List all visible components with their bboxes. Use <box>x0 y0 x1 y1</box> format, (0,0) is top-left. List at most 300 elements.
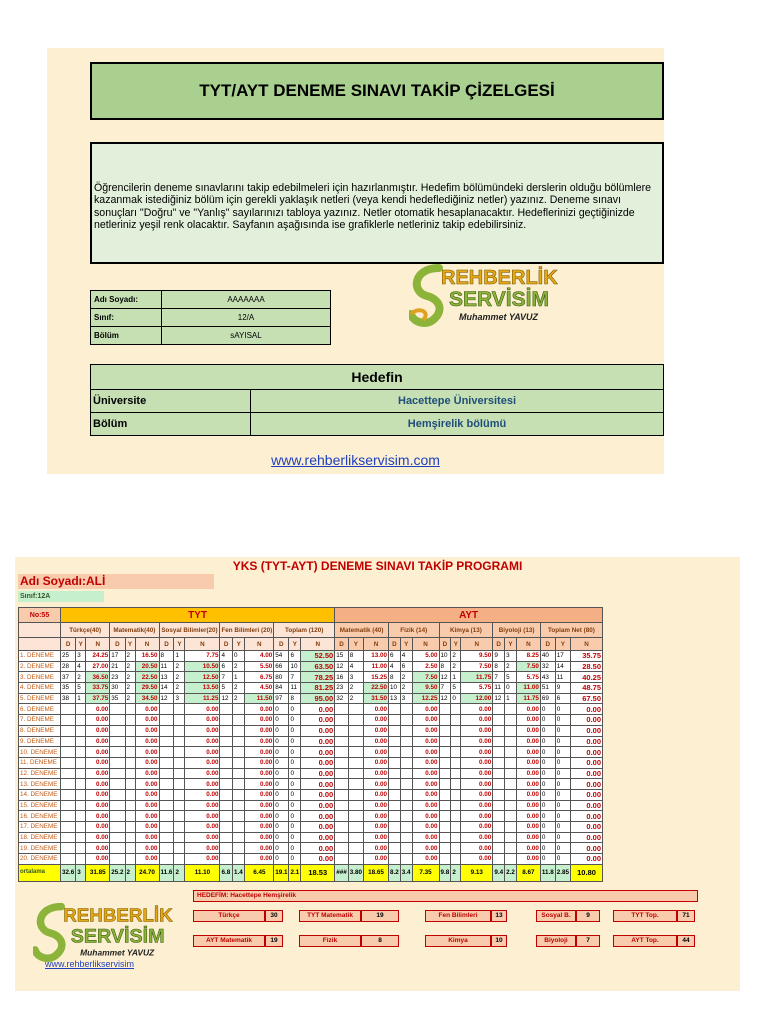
correct-cell[interactable] <box>439 811 451 822</box>
correct-cell[interactable]: 0 <box>540 747 555 758</box>
correct-cell[interactable] <box>220 779 233 790</box>
correct-cell[interactable] <box>61 822 76 833</box>
correct-cell[interactable]: 35 <box>61 683 76 694</box>
wrong-cell[interactable] <box>400 715 412 726</box>
correct-cell[interactable] <box>159 811 174 822</box>
correct-cell[interactable]: 38 <box>61 693 76 704</box>
wrong-cell[interactable]: 2 <box>174 683 185 694</box>
correct-cell[interactable] <box>389 768 401 779</box>
correct-cell[interactable]: 17 <box>110 651 125 662</box>
correct-cell[interactable] <box>439 832 451 843</box>
correct-cell[interactable] <box>439 789 451 800</box>
wrong-cell[interactable] <box>400 843 412 854</box>
correct-cell[interactable]: 80 <box>274 672 289 683</box>
info-value[interactable]: 12/A <box>162 309 331 327</box>
wrong-cell[interactable] <box>451 704 461 715</box>
wrong-cell[interactable] <box>232 789 245 800</box>
correct-cell[interactable]: 8 <box>159 651 174 662</box>
correct-cell[interactable]: 66 <box>274 661 289 672</box>
wrong-cell[interactable]: 2 <box>505 661 517 672</box>
wrong-cell[interactable] <box>451 789 461 800</box>
correct-cell[interactable] <box>493 757 505 768</box>
correct-cell[interactable]: 0 <box>540 789 555 800</box>
wrong-cell[interactable]: 0 <box>555 800 570 811</box>
wrong-cell[interactable] <box>76 811 86 822</box>
correct-cell[interactable]: 0 <box>274 822 289 833</box>
correct-cell[interactable] <box>493 800 505 811</box>
correct-cell[interactable] <box>61 843 76 854</box>
correct-cell[interactable] <box>159 779 174 790</box>
wrong-cell[interactable] <box>451 854 461 865</box>
correct-cell[interactable]: 54 <box>274 651 289 662</box>
wrong-cell[interactable] <box>76 843 86 854</box>
correct-cell[interactable]: 25 <box>61 651 76 662</box>
wrong-cell[interactable] <box>125 768 135 779</box>
wrong-cell[interactable]: 2 <box>451 651 461 662</box>
wrong-cell[interactable]: 0 <box>289 768 301 779</box>
wrong-cell[interactable] <box>174 843 185 854</box>
wrong-cell[interactable]: 4 <box>76 661 86 672</box>
correct-cell[interactable] <box>335 800 349 811</box>
correct-cell[interactable] <box>335 779 349 790</box>
target-value[interactable]: 13 <box>491 910 507 922</box>
wrong-cell[interactable] <box>232 757 245 768</box>
wrong-cell[interactable] <box>505 843 517 854</box>
correct-cell[interactable]: 0 <box>274 725 289 736</box>
info-value[interactable]: AAAAAAA <box>162 291 331 309</box>
correct-cell[interactable] <box>61 704 76 715</box>
correct-cell[interactable]: 12 <box>493 693 505 704</box>
wrong-cell[interactable] <box>125 789 135 800</box>
correct-cell[interactable] <box>439 843 451 854</box>
wrong-cell[interactable]: 0 <box>555 854 570 865</box>
correct-cell[interactable] <box>110 768 125 779</box>
wrong-cell[interactable] <box>505 715 517 726</box>
correct-cell[interactable]: 0 <box>274 704 289 715</box>
wrong-cell[interactable]: 2 <box>348 683 363 694</box>
correct-cell[interactable] <box>159 789 174 800</box>
wrong-cell[interactable]: 14 <box>555 661 570 672</box>
wrong-cell[interactable] <box>174 725 185 736</box>
wrong-cell[interactable]: 1 <box>76 693 86 704</box>
correct-cell[interactable] <box>335 789 349 800</box>
wrong-cell[interactable]: 2 <box>232 661 245 672</box>
wrong-cell[interactable] <box>76 779 86 790</box>
wrong-cell[interactable]: 0 <box>555 725 570 736</box>
correct-cell[interactable] <box>439 822 451 833</box>
correct-cell[interactable]: 7 <box>220 672 233 683</box>
correct-cell[interactable]: 0 <box>274 715 289 726</box>
correct-cell[interactable] <box>61 854 76 865</box>
correct-cell[interactable] <box>220 822 233 833</box>
correct-cell[interactable] <box>110 811 125 822</box>
correct-cell[interactable]: 6 <box>389 651 401 662</box>
wrong-cell[interactable] <box>232 768 245 779</box>
wrong-cell[interactable] <box>76 715 86 726</box>
correct-cell[interactable] <box>389 725 401 736</box>
wrong-cell[interactable]: 6 <box>400 661 412 672</box>
wrong-cell[interactable] <box>76 768 86 779</box>
correct-cell[interactable]: 4 <box>389 661 401 672</box>
wrong-cell[interactable]: 2 <box>125 683 135 694</box>
correct-cell[interactable] <box>335 843 349 854</box>
correct-cell[interactable] <box>493 704 505 715</box>
wrong-cell[interactable] <box>174 854 185 865</box>
correct-cell[interactable] <box>389 822 401 833</box>
wrong-cell[interactable] <box>76 800 86 811</box>
wrong-cell[interactable]: 1 <box>505 693 517 704</box>
correct-cell[interactable] <box>110 822 125 833</box>
target-value[interactable]: 19 <box>361 910 399 922</box>
correct-cell[interactable] <box>159 736 174 747</box>
wrong-cell[interactable] <box>400 822 412 833</box>
wrong-cell[interactable] <box>174 800 185 811</box>
correct-cell[interactable] <box>335 832 349 843</box>
wrong-cell[interactable] <box>232 811 245 822</box>
wrong-cell[interactable]: 2 <box>174 672 185 683</box>
correct-cell[interactable] <box>335 725 349 736</box>
wrong-cell[interactable]: 0 <box>555 757 570 768</box>
correct-cell[interactable] <box>110 800 125 811</box>
correct-cell[interactable]: 0 <box>274 854 289 865</box>
wrong-cell[interactable] <box>76 822 86 833</box>
correct-cell[interactable] <box>110 704 125 715</box>
wrong-cell[interactable] <box>400 757 412 768</box>
correct-cell[interactable] <box>110 757 125 768</box>
wrong-cell[interactable]: 2 <box>125 661 135 672</box>
correct-cell[interactable] <box>493 822 505 833</box>
wrong-cell[interactable]: 2 <box>400 683 412 694</box>
wrong-cell[interactable] <box>505 736 517 747</box>
website-link[interactable]: www.rehberlikservisim.com <box>271 452 440 468</box>
wrong-cell[interactable] <box>76 725 86 736</box>
correct-cell[interactable]: 11 <box>159 661 174 672</box>
correct-cell[interactable] <box>220 747 233 758</box>
correct-cell[interactable]: 10 <box>389 683 401 694</box>
correct-cell[interactable] <box>335 811 349 822</box>
correct-cell[interactable]: 0 <box>540 736 555 747</box>
correct-cell[interactable] <box>220 800 233 811</box>
wrong-cell[interactable] <box>348 725 363 736</box>
wrong-cell[interactable] <box>505 854 517 865</box>
wrong-cell[interactable] <box>505 768 517 779</box>
correct-cell[interactable] <box>439 854 451 865</box>
correct-cell[interactable]: 4 <box>220 651 233 662</box>
wrong-cell[interactable] <box>505 800 517 811</box>
correct-cell[interactable] <box>389 736 401 747</box>
wrong-cell[interactable] <box>400 704 412 715</box>
wrong-cell[interactable] <box>125 779 135 790</box>
wrong-cell[interactable]: 0 <box>451 693 461 704</box>
wrong-cell[interactable] <box>232 715 245 726</box>
wrong-cell[interactable] <box>76 757 86 768</box>
wrong-cell[interactable] <box>400 800 412 811</box>
wrong-cell[interactable]: 2 <box>232 693 245 704</box>
wrong-cell[interactable] <box>232 747 245 758</box>
correct-cell[interactable]: 0 <box>274 811 289 822</box>
correct-cell[interactable]: 12 <box>439 693 451 704</box>
correct-cell[interactable] <box>220 854 233 865</box>
target-value[interactable]: 44 <box>677 935 695 947</box>
correct-cell[interactable]: 35 <box>110 693 125 704</box>
wrong-cell[interactable] <box>451 843 461 854</box>
correct-cell[interactable] <box>439 800 451 811</box>
correct-cell[interactable] <box>159 800 174 811</box>
wrong-cell[interactable] <box>174 789 185 800</box>
correct-cell[interactable] <box>61 811 76 822</box>
correct-cell[interactable] <box>389 779 401 790</box>
wrong-cell[interactable] <box>400 811 412 822</box>
correct-cell[interactable] <box>61 736 76 747</box>
wrong-cell[interactable] <box>348 757 363 768</box>
target-value[interactable]: 71 <box>677 910 695 922</box>
correct-cell[interactable]: 0 <box>540 822 555 833</box>
correct-cell[interactable]: 37 <box>61 672 76 683</box>
correct-cell[interactable]: 12 <box>159 693 174 704</box>
wrong-cell[interactable]: 0 <box>289 832 301 843</box>
target-value[interactable]: 9 <box>576 910 600 922</box>
correct-cell[interactable] <box>61 757 76 768</box>
correct-cell[interactable]: 14 <box>159 683 174 694</box>
wrong-cell[interactable]: 0 <box>505 683 517 694</box>
correct-cell[interactable] <box>493 747 505 758</box>
correct-cell[interactable]: 10 <box>439 651 451 662</box>
correct-cell[interactable] <box>493 768 505 779</box>
correct-cell[interactable] <box>110 736 125 747</box>
correct-cell[interactable] <box>493 789 505 800</box>
wrong-cell[interactable] <box>125 704 135 715</box>
wrong-cell[interactable] <box>232 822 245 833</box>
wrong-cell[interactable]: 2 <box>451 661 461 672</box>
correct-cell[interactable]: 0 <box>540 800 555 811</box>
correct-cell[interactable]: 13 <box>389 693 401 704</box>
wrong-cell[interactable] <box>232 725 245 736</box>
wrong-cell[interactable]: 0 <box>289 800 301 811</box>
wrong-cell[interactable] <box>348 843 363 854</box>
wrong-cell[interactable] <box>76 736 86 747</box>
wrong-cell[interactable]: 0 <box>289 747 301 758</box>
correct-cell[interactable] <box>493 736 505 747</box>
correct-cell[interactable] <box>439 757 451 768</box>
correct-cell[interactable] <box>389 800 401 811</box>
wrong-cell[interactable] <box>348 822 363 833</box>
wrong-cell[interactable]: 0 <box>555 789 570 800</box>
correct-cell[interactable] <box>220 789 233 800</box>
wrong-cell[interactable]: 0 <box>289 854 301 865</box>
correct-cell[interactable] <box>389 704 401 715</box>
correct-cell[interactable] <box>110 747 125 758</box>
wrong-cell[interactable]: 0 <box>289 704 301 715</box>
wrong-cell[interactable] <box>125 800 135 811</box>
wrong-cell[interactable] <box>348 832 363 843</box>
correct-cell[interactable]: 51 <box>540 683 555 694</box>
correct-cell[interactable] <box>159 747 174 758</box>
correct-cell[interactable]: 28 <box>61 661 76 672</box>
correct-cell[interactable]: 21 <box>110 661 125 672</box>
correct-cell[interactable]: 5 <box>220 683 233 694</box>
correct-cell[interactable]: 0 <box>540 832 555 843</box>
correct-cell[interactable] <box>493 843 505 854</box>
correct-cell[interactable]: 30 <box>110 683 125 694</box>
wrong-cell[interactable]: 0 <box>555 832 570 843</box>
wrong-cell[interactable]: 0 <box>289 822 301 833</box>
wrong-cell[interactable] <box>174 736 185 747</box>
correct-cell[interactable]: 23 <box>335 683 349 694</box>
wrong-cell[interactable]: 2 <box>76 672 86 683</box>
wrong-cell[interactable]: 1 <box>232 672 245 683</box>
wrong-cell[interactable]: 7 <box>289 672 301 683</box>
wrong-cell[interactable] <box>451 768 461 779</box>
correct-cell[interactable] <box>61 768 76 779</box>
correct-cell[interactable] <box>220 715 233 726</box>
wrong-cell[interactable] <box>400 779 412 790</box>
correct-cell[interactable] <box>335 704 349 715</box>
correct-cell[interactable]: 40 <box>540 651 555 662</box>
correct-cell[interactable] <box>159 757 174 768</box>
target-value[interactable]: 10 <box>491 935 507 947</box>
correct-cell[interactable] <box>220 832 233 843</box>
correct-cell[interactable]: 13 <box>159 672 174 683</box>
correct-cell[interactable]: 11 <box>493 683 505 694</box>
wrong-cell[interactable] <box>232 843 245 854</box>
correct-cell[interactable] <box>110 843 125 854</box>
correct-cell[interactable] <box>493 811 505 822</box>
correct-cell[interactable]: 0 <box>540 768 555 779</box>
correct-cell[interactable]: 32 <box>540 661 555 672</box>
website-link-bottom[interactable]: www.rehberlikservisim <box>45 959 135 969</box>
wrong-cell[interactable]: 10 <box>289 661 301 672</box>
wrong-cell[interactable]: 8 <box>348 651 363 662</box>
target-value[interactable]: 19 <box>265 935 283 947</box>
correct-cell[interactable] <box>439 768 451 779</box>
correct-cell[interactable] <box>335 768 349 779</box>
correct-cell[interactable] <box>159 843 174 854</box>
correct-cell[interactable]: 84 <box>274 683 289 694</box>
wrong-cell[interactable] <box>125 757 135 768</box>
correct-cell[interactable] <box>220 843 233 854</box>
correct-cell[interactable] <box>389 789 401 800</box>
wrong-cell[interactable]: 2 <box>400 672 412 683</box>
wrong-cell[interactable]: 6 <box>289 651 301 662</box>
wrong-cell[interactable] <box>400 854 412 865</box>
wrong-cell[interactable]: 0 <box>289 736 301 747</box>
wrong-cell[interactable] <box>125 822 135 833</box>
correct-cell[interactable] <box>61 800 76 811</box>
wrong-cell[interactable] <box>348 811 363 822</box>
correct-cell[interactable]: 0 <box>274 779 289 790</box>
correct-cell[interactable]: 8 <box>493 661 505 672</box>
wrong-cell[interactable] <box>232 779 245 790</box>
goal-value[interactable]: Hacettepe Üniversitesi <box>251 390 664 413</box>
correct-cell[interactable] <box>439 747 451 758</box>
correct-cell[interactable]: 0 <box>274 800 289 811</box>
correct-cell[interactable] <box>335 854 349 865</box>
wrong-cell[interactable] <box>400 725 412 736</box>
wrong-cell[interactable]: 0 <box>555 715 570 726</box>
wrong-cell[interactable]: 3 <box>400 693 412 704</box>
wrong-cell[interactable]: 0 <box>289 757 301 768</box>
wrong-cell[interactable]: 0 <box>555 811 570 822</box>
wrong-cell[interactable]: 2 <box>174 661 185 672</box>
wrong-cell[interactable] <box>400 789 412 800</box>
wrong-cell[interactable] <box>451 779 461 790</box>
wrong-cell[interactable] <box>505 811 517 822</box>
correct-cell[interactable] <box>110 715 125 726</box>
wrong-cell[interactable] <box>76 854 86 865</box>
correct-cell[interactable] <box>389 832 401 843</box>
target-value[interactable]: 8 <box>361 935 399 947</box>
wrong-cell[interactable]: 0 <box>289 789 301 800</box>
wrong-cell[interactable] <box>125 747 135 758</box>
wrong-cell[interactable]: 2 <box>348 693 363 704</box>
correct-cell[interactable] <box>220 704 233 715</box>
wrong-cell[interactable]: 1 <box>174 651 185 662</box>
correct-cell[interactable] <box>389 757 401 768</box>
correct-cell[interactable] <box>220 736 233 747</box>
wrong-cell[interactable] <box>125 725 135 736</box>
correct-cell[interactable] <box>61 832 76 843</box>
wrong-cell[interactable] <box>505 779 517 790</box>
wrong-cell[interactable] <box>76 747 86 758</box>
correct-cell[interactable]: 9 <box>493 651 505 662</box>
correct-cell[interactable]: 0 <box>540 811 555 822</box>
wrong-cell[interactable]: 0 <box>555 822 570 833</box>
correct-cell[interactable]: 0 <box>274 832 289 843</box>
wrong-cell[interactable]: 5 <box>76 683 86 694</box>
wrong-cell[interactable]: 11 <box>289 683 301 694</box>
wrong-cell[interactable]: 4 <box>400 651 412 662</box>
correct-cell[interactable] <box>220 768 233 779</box>
wrong-cell[interactable] <box>451 832 461 843</box>
correct-cell[interactable] <box>389 811 401 822</box>
wrong-cell[interactable]: 17 <box>555 651 570 662</box>
wrong-cell[interactable] <box>348 715 363 726</box>
wrong-cell[interactable] <box>174 757 185 768</box>
wrong-cell[interactable] <box>451 757 461 768</box>
correct-cell[interactable]: 69 <box>540 693 555 704</box>
correct-cell[interactable] <box>335 822 349 833</box>
correct-cell[interactable] <box>110 725 125 736</box>
correct-cell[interactable]: 0 <box>540 704 555 715</box>
wrong-cell[interactable] <box>348 704 363 715</box>
wrong-cell[interactable] <box>174 811 185 822</box>
correct-cell[interactable]: 0 <box>274 757 289 768</box>
wrong-cell[interactable] <box>505 725 517 736</box>
wrong-cell[interactable] <box>400 832 412 843</box>
correct-cell[interactable] <box>159 832 174 843</box>
correct-cell[interactable]: 0 <box>274 789 289 800</box>
correct-cell[interactable]: 12 <box>439 672 451 683</box>
correct-cell[interactable] <box>493 832 505 843</box>
wrong-cell[interactable] <box>125 736 135 747</box>
correct-cell[interactable]: 0 <box>540 725 555 736</box>
correct-cell[interactable] <box>335 757 349 768</box>
correct-cell[interactable] <box>439 715 451 726</box>
wrong-cell[interactable] <box>505 832 517 843</box>
wrong-cell[interactable]: 0 <box>555 736 570 747</box>
correct-cell[interactable] <box>110 789 125 800</box>
correct-cell[interactable]: 7 <box>493 672 505 683</box>
wrong-cell[interactable]: 0 <box>555 779 570 790</box>
correct-cell[interactable]: 32 <box>335 693 349 704</box>
correct-cell[interactable]: 16 <box>335 672 349 683</box>
wrong-cell[interactable]: 0 <box>289 715 301 726</box>
correct-cell[interactable] <box>439 704 451 715</box>
correct-cell[interactable]: 8 <box>389 672 401 683</box>
correct-cell[interactable] <box>61 779 76 790</box>
wrong-cell[interactable] <box>505 789 517 800</box>
correct-cell[interactable] <box>110 854 125 865</box>
